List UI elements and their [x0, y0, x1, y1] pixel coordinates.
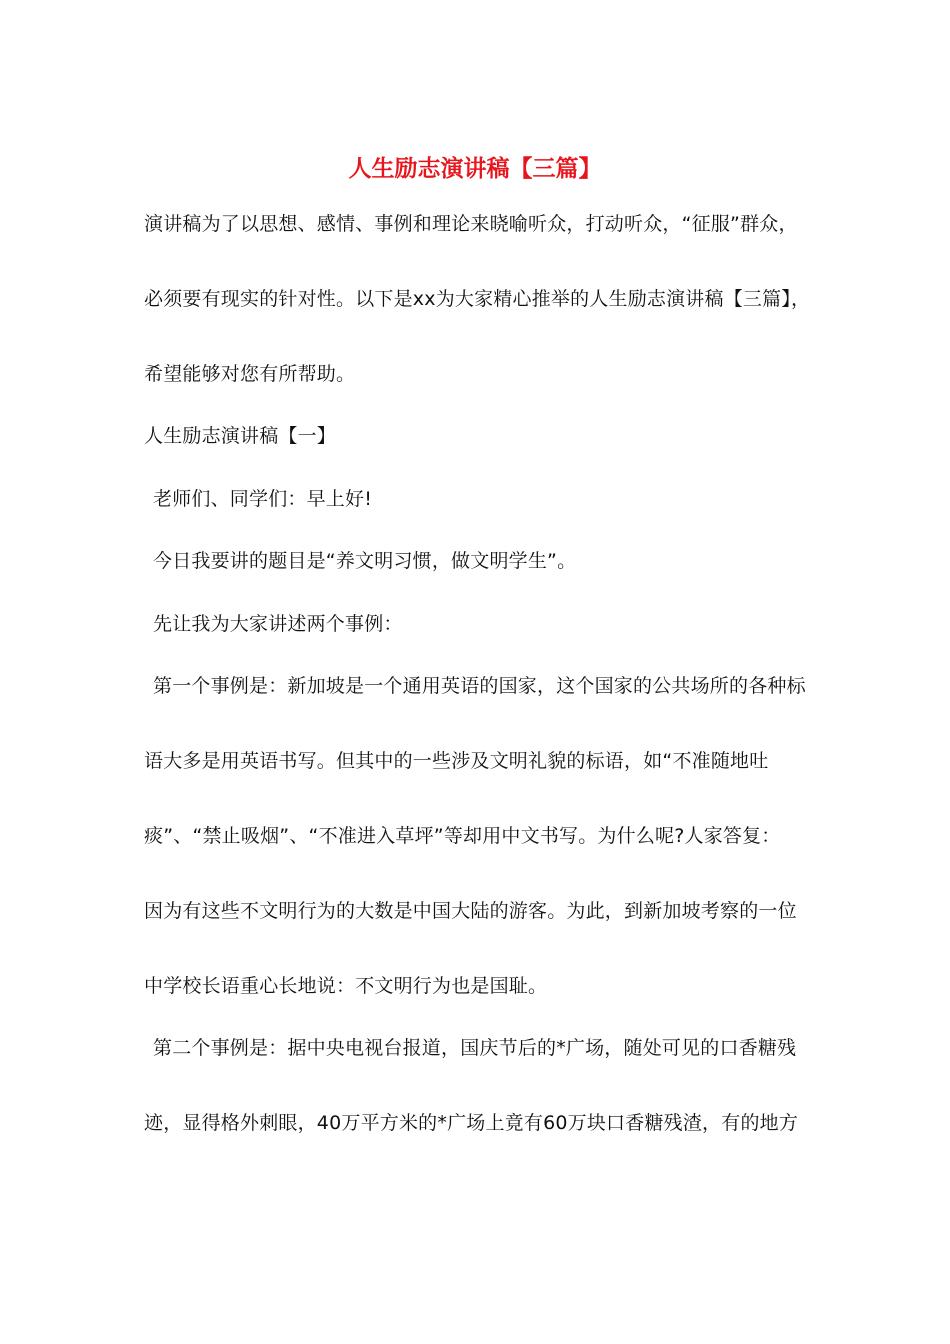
intro-line-1: 演讲稿为了以思想、感情、事例和理论来晓喻听众，打动听众，“征服”群众，: [144, 213, 798, 235]
example-one-line-3: 痰”、“禁止吸烟”、“不准进入草坪”等却用中文书写。为什么呢?人家答复：: [144, 825, 781, 847]
examples-intro-line: 先让我为大家讲述两个事例：: [153, 613, 403, 635]
greeting-line: 老师们、同学们：早上好!: [153, 488, 373, 510]
example-one-line-5: 中学校长语重心长地说：不文明行为也是国耻。: [144, 975, 548, 997]
intro-line-2: 必须要有现实的针对性。以下是xx为大家精心推举的人生励志演讲稿【三篇】，: [144, 288, 811, 310]
document-title: 人生励志演讲稿【三篇】: [348, 156, 602, 182]
example-two-line-1: 第二个事例是：据中央电视台报道，国庆节后的*广场，随处可见的口香糖残: [153, 1037, 797, 1059]
example-one-line-1: 第一个事例是：新加坡是一个通用英语的国家，这个国家的公共场所的各种标: [153, 675, 806, 697]
example-one-line-4: 因为有这些不文明行为的大数是中国大陆的游客。为此，到新加坡考察的一位: [144, 900, 797, 922]
intro-line-3: 希望能够对您有所帮助。: [144, 363, 356, 385]
topic-line: 今日我要讲的题目是“养文明习惯，做文明学生”。: [153, 550, 577, 572]
example-one-line-2: 语大多是用英语书写。但其中的一些涉及文明礼貌的标语，如“不准随地吐: [144, 750, 769, 772]
section-heading: 人生励志演讲稿【一】: [144, 425, 337, 447]
example-two-line-2: 迹，显得格外刺眼，40万平方米的*广场上竟有60万块口香糖残渣，有的地方: [144, 1112, 799, 1134]
